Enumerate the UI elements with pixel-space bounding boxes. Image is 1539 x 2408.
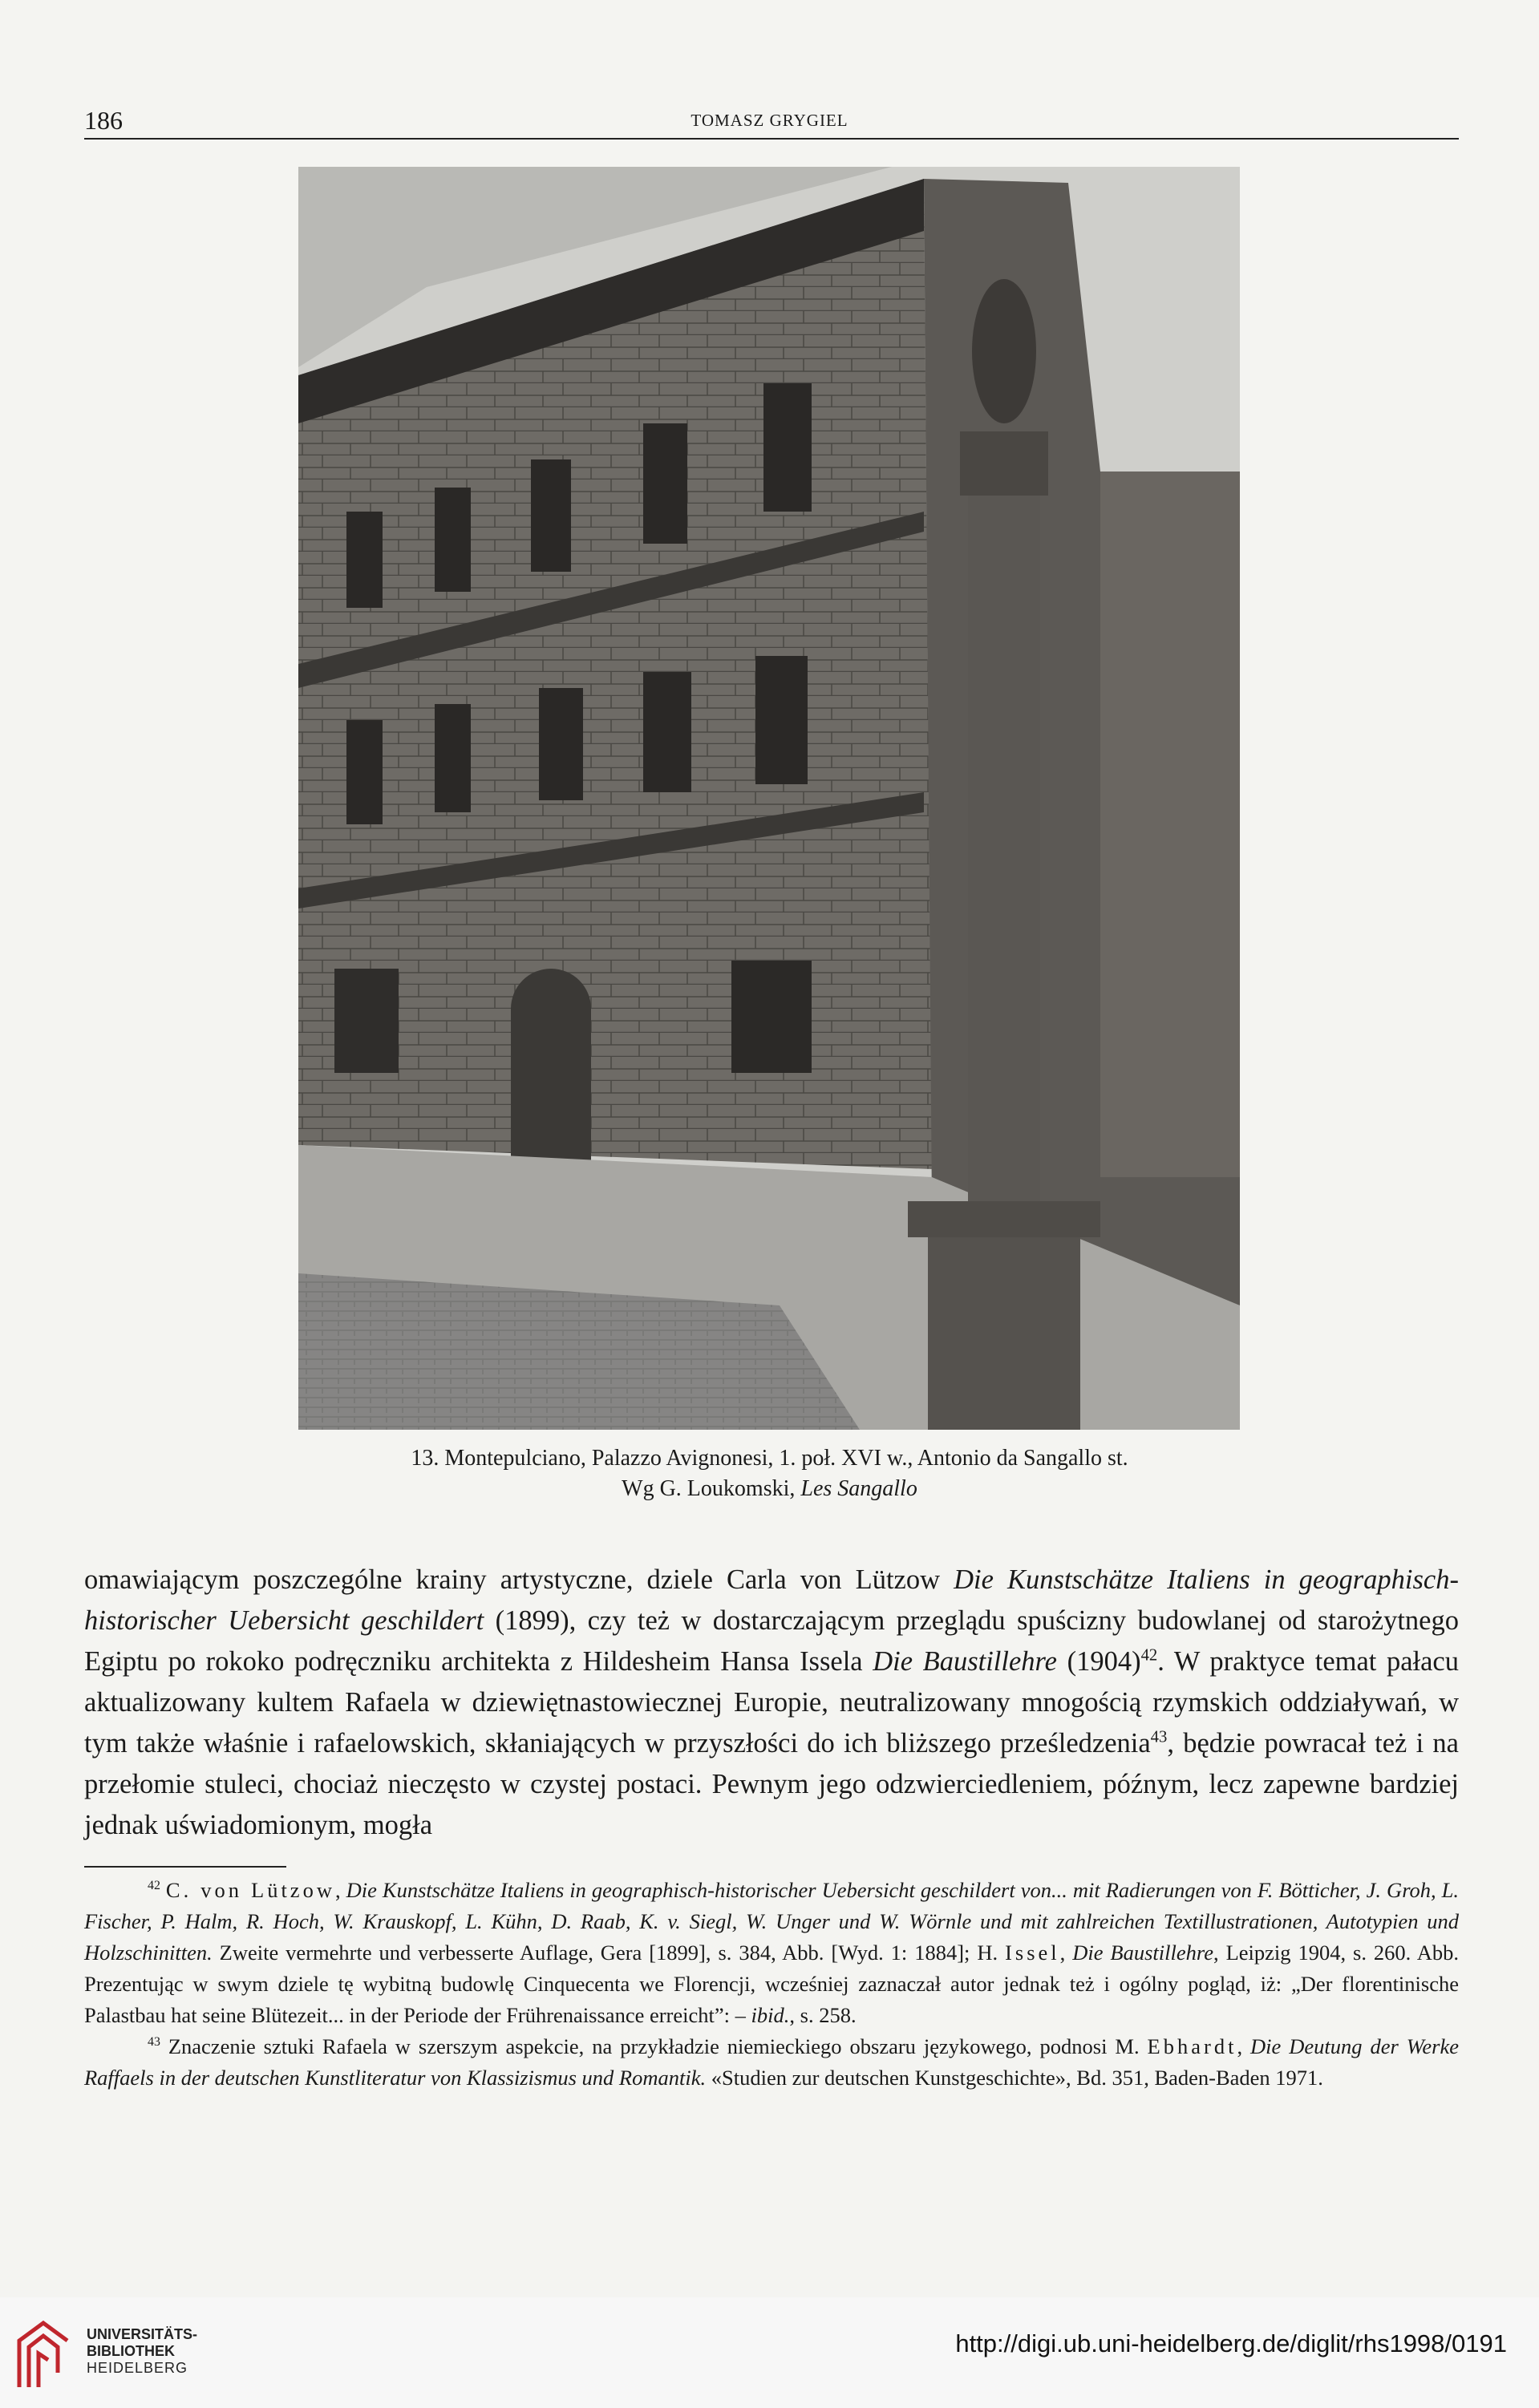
caption-source: Wg G. Loukomski, bbox=[622, 1476, 801, 1501]
viewer-footer bbox=[0, 2297, 1539, 2408]
footnote-ref-42: 42 bbox=[1140, 1646, 1158, 1665]
footnote-number-42: 42 bbox=[148, 1879, 160, 1893]
body-text-run-3: (1904) bbox=[1057, 1646, 1141, 1677]
caption-source-title: Les Sangallo bbox=[800, 1476, 917, 1501]
permalink-url[interactable]: http://digi.ub.uni-heidelberg.de/diglit/rhs1998/0191 bbox=[955, 2329, 1507, 2357]
footnote-42-text-3: , Leipzig 1904, s. 260. Abb. Prezentując w swym dziele tę wybitną budowlę Cinquecenta we Florencji, wcześniej zaznaczał autor jednak też i ogólny pogląd, iż: „Der florentinische Palastbau hat seine Blütezeit... in der Periode der Frührenaissance erreicht”: – bbox=[84, 1941, 1459, 2027]
body-text bbox=[84, 1560, 1459, 1846]
footnote-42-ibid: ibid. bbox=[751, 2003, 790, 2027]
footnote-42-text-2: , bbox=[1059, 1941, 1073, 1965]
palazzo-image bbox=[298, 167, 1240, 1430]
footnote-ref-43: 43 bbox=[1150, 1728, 1168, 1746]
footnote-43-author: Ebhardt bbox=[1147, 2034, 1237, 2058]
footnote-43-text-1: Znaczenie sztuki Rafaela w szerszym aspekcie, na przykładzie niemieckiego obszaru językowego, podnosi M. bbox=[160, 2034, 1148, 2058]
body-text-run-4: . W praktyce temat pałacu aktualizowany kultem Rafaela w dziewiętnastowiecznej Europie, neutralizowany mnogością rzymskich oddziaływań, w tym także właśnie i rafaelowskich, skłaniających w przyszłości do ich bliższego prześledzenia bbox=[84, 1646, 1459, 1758]
footnote-42-author-2: Issel bbox=[1005, 1941, 1060, 1965]
footnotes bbox=[84, 1875, 1459, 2094]
footnote-number-43: 43 bbox=[148, 2035, 160, 2050]
page-number: 186 bbox=[84, 106, 123, 135]
library-logo-icon[interactable] bbox=[11, 2317, 75, 2390]
body-text-run-1: omawiającym poszczególne krainy artystyczne, dziele Carla von Lützow bbox=[84, 1564, 954, 1595]
footnote-43 bbox=[84, 2031, 1459, 2094]
footnote-42-title-2: Die Baustillehre bbox=[1072, 1941, 1213, 1965]
library-name-line-3: HEIDELBERG bbox=[87, 2360, 188, 2376]
header-rule bbox=[84, 138, 1459, 140]
body-title-issel: Die Baustillehre bbox=[873, 1646, 1057, 1677]
footnote-42-author: C. von Lützow bbox=[165, 1878, 335, 1902]
library-name[interactable] bbox=[87, 2326, 197, 2377]
running-head: TOMASZ GRYGIEL bbox=[691, 111, 848, 130]
library-name-line-2: BIBLIOTHEK bbox=[87, 2343, 175, 2359]
body-text-run-5: , będzie powracał też i na przełomie stuleci, chociaż nieczęsto w czystej postaci. Pewnym jego odzwierciedleniem, późnym, lecz zapewne bardziej jednak uświadomionym, mogła bbox=[84, 1728, 1459, 1840]
figure-caption bbox=[0, 1443, 1539, 1504]
footnote-43-title: Die Deutung der Werke Raffaels in der deutschen Kunstliteratur von Klassizismus und Romantik. bbox=[84, 2034, 1460, 2090]
body-text-run-2: (1899), czy też w dostarczającym przeglądu spuścizny budowlanej od starożytnego Egiptu po rokoko podręczniku architekta z Hildesheim Hansa Issela bbox=[84, 1605, 1459, 1677]
footnote-42-sep: , bbox=[334, 1878, 346, 1902]
footnote-rule bbox=[84, 1866, 286, 1868]
palazzo-photograph bbox=[298, 167, 1240, 1430]
footnote-42-title: Die Kunstschätze Italiens in geographisch-historischer Uebersicht geschildert von... mit Radierungen von F. Bötticher, J. Groh, L. Fischer, P. Halm, R. Hoch, W. Krauskopf, L. Kühn, D. Raab, K. v. Siegl, W. Unger und W. Wörnle und mit zahlreichen Textillustrationen, Autotypien und Holzschinitten. bbox=[84, 1878, 1460, 1965]
caption-line-2 bbox=[0, 1474, 1539, 1504]
footnote-43-text-2: , bbox=[1237, 2034, 1251, 2058]
footnote-42-text-4: , s. 258. bbox=[789, 2003, 857, 2027]
caption-line-1: 13. Montepulciano, Palazzo Avignonesi, 1. poł. XVI w., Antonio da Sangallo st. bbox=[411, 1446, 1128, 1471]
footnote-42-text-1: Zweite vermehrte und verbesserte Auflage, Gera [1899], s. 384, Abb. [Wyd. 1: 1884]; H. bbox=[212, 1941, 1006, 1965]
body-paragraph bbox=[84, 1560, 1459, 1846]
footnote-43-text-3: «Studien zur deutschen Kunstgeschichte», Bd. 351, Baden-Baden 1971. bbox=[706, 2066, 1323, 2090]
library-name-line-1: UNIVERSITÄTS- bbox=[87, 2326, 198, 2342]
footnote-42 bbox=[84, 1875, 1459, 2031]
body-title-lutzow: Die Kunstschätze Italiens in geographisch-historischer Uebersicht geschildert bbox=[84, 1564, 1459, 1636]
